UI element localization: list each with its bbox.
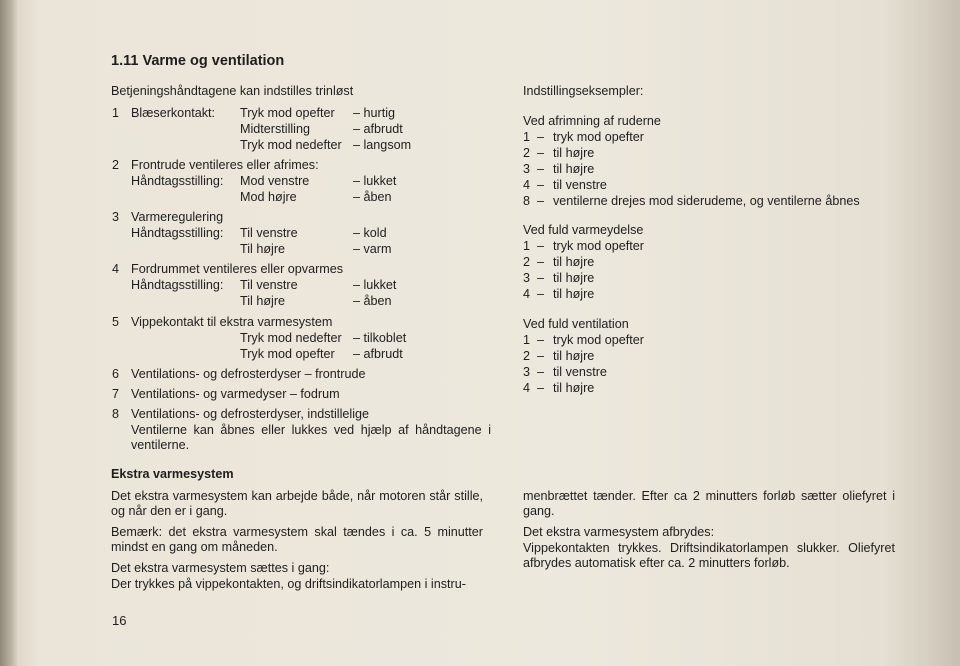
setting-value: – lukket (353, 174, 397, 188)
setting-value: – åben (353, 294, 392, 308)
dash: – (537, 239, 545, 253)
subsection-title: Ekstra varmesystem (111, 467, 234, 481)
dash: – (537, 287, 545, 301)
dash: – (537, 194, 545, 208)
item-number: 6 (112, 367, 120, 381)
dash: – (537, 130, 545, 144)
dash: – (537, 381, 545, 395)
dash: – (537, 349, 545, 363)
paragraph: menbrættet tænder. Efter ca 2 minutters forløb sætter oliefyret i gang. (523, 489, 895, 518)
item-label: Vippekontakt til ekstra varmesystem (131, 315, 333, 329)
example-line: til højre (553, 287, 595, 301)
example-title: Ved afrimning af ruderne (523, 114, 661, 128)
dash: – (537, 333, 545, 347)
dash: – (537, 178, 545, 192)
setting-position: Tryk mod opefter (240, 347, 335, 361)
examples-heading: Indstillingseksempler: (523, 84, 644, 98)
example-number: 1 (523, 333, 531, 347)
setting-position: Mod højre (240, 190, 297, 204)
example-number: 3 (523, 162, 531, 176)
example-number: 4 (523, 178, 531, 192)
example-number: 4 (523, 287, 531, 301)
dash: – (537, 365, 545, 379)
item-number: 5 (112, 315, 120, 329)
setting-position: Tryk mod opefter (240, 106, 335, 120)
setting-position: Til højre (240, 242, 286, 256)
example-title: Ved fuld ventilation (523, 317, 629, 331)
example-number: 4 (523, 381, 531, 395)
setting-position: Til venstre (240, 278, 298, 292)
setting-position: Til højre (240, 294, 286, 308)
example-line: ventilerne drejes mod siderudeme, og ventilerne åbnes (553, 194, 860, 208)
setting-value: – kold (353, 226, 387, 240)
setting-value: – afbrudt (353, 122, 403, 136)
item-number: 4 (112, 262, 120, 276)
item-number: 7 (112, 387, 120, 401)
paragraph: Det ekstra varmesystem afbrydes: (523, 525, 715, 539)
example-number: 2 (523, 255, 531, 269)
page-number: 16 (112, 613, 127, 628)
setting-value: – langsom (353, 138, 412, 152)
item-label: Blæserkontakt: (131, 106, 215, 120)
item-number: 8 (112, 407, 120, 421)
example-number: 8 (523, 194, 531, 208)
item-label: Varmeregulering (131, 210, 224, 224)
item-number: 2 (112, 158, 120, 172)
dash: – (537, 146, 545, 160)
item-sublabel: Håndtagsstilling: (131, 226, 224, 240)
dash: – (537, 271, 545, 285)
item-label: Ventilations- og varmedyser – fodrum (131, 387, 340, 401)
item-label: Ventilations- og defrosterdyser, indstillelige (131, 407, 370, 421)
example-number: 2 (523, 349, 531, 363)
setting-position: Til venstre (240, 226, 298, 240)
example-line: tryk mod opefter (553, 239, 644, 253)
item-sublabel: Håndtagsstilling: (131, 278, 224, 292)
book-gutter (0, 0, 18, 666)
setting-value: – hurtig (353, 106, 396, 120)
item-sublabel: Håndtagsstilling: (131, 174, 224, 188)
setting-position: Tryk mod nedefter (240, 331, 342, 345)
paragraph: Det ekstra varmesystem kan arbejde både, når motoren står stille, og når den er i gang. (111, 489, 483, 518)
setting-value: – lukket (353, 278, 397, 292)
paragraph: Der trykkes på vippekontakten, og driftsindikatorlampen i instru- (111, 577, 466, 591)
setting-value: – åben (353, 190, 392, 204)
intro-text: Betjeningshåndtagene kan indstilles trinløst (111, 84, 354, 98)
paragraph: Det ekstra varmesystem sættes i gang: (111, 561, 330, 575)
setting-value: – varm (353, 242, 392, 256)
example-line: til højre (553, 146, 595, 160)
example-line: til højre (553, 381, 595, 395)
item-note: Ventilerne kan åbnes eller lukkes ved hjælp af håndtagene i ventilerne. (131, 423, 491, 452)
paragraph: Vippekontakten trykkes. Driftsindikatorlampen slukker. Oliefyret afbrydes automatisk efter ca. 2 minutters forløb. (523, 541, 895, 570)
item-label: Fordrummet ventileres eller opvarmes (131, 262, 344, 276)
dash: – (537, 162, 545, 176)
setting-value: – afbrudt (353, 347, 403, 361)
item-number: 1 (112, 106, 120, 120)
paragraph: Bemærk: det ekstra varmesystem skal tændes i ca. 5 minutter mindst en gang om måneden. (111, 525, 483, 554)
example-line: til højre (553, 162, 595, 176)
example-line: til venstre (553, 178, 607, 192)
example-title: Ved fuld varmeydelse (523, 223, 644, 237)
example-number: 1 (523, 130, 531, 144)
example-line: til venstre (553, 365, 607, 379)
section-title: 1.11 Varme og ventilation (111, 53, 285, 69)
example-number: 1 (523, 239, 531, 253)
example-number: 3 (523, 271, 531, 285)
setting-position: Mod venstre (240, 174, 310, 188)
example-line: til højre (553, 349, 595, 363)
item-label: Frontrude ventileres eller afrimes: (131, 158, 319, 172)
example-line: tryk mod opefter (553, 333, 644, 347)
setting-position: Midterstilling (240, 122, 310, 136)
example-line: til højre (553, 255, 595, 269)
setting-position: Tryk mod nedefter (240, 138, 342, 152)
item-label: Ventilations- og defrosterdyser – frontrude (131, 367, 366, 381)
setting-value: – tilkoblet (353, 331, 407, 345)
example-number: 3 (523, 365, 531, 379)
dash: – (537, 255, 545, 269)
example-number: 2 (523, 146, 531, 160)
example-line: tryk mod opefter (553, 130, 644, 144)
example-line: til højre (553, 271, 595, 285)
item-number: 3 (112, 210, 120, 224)
